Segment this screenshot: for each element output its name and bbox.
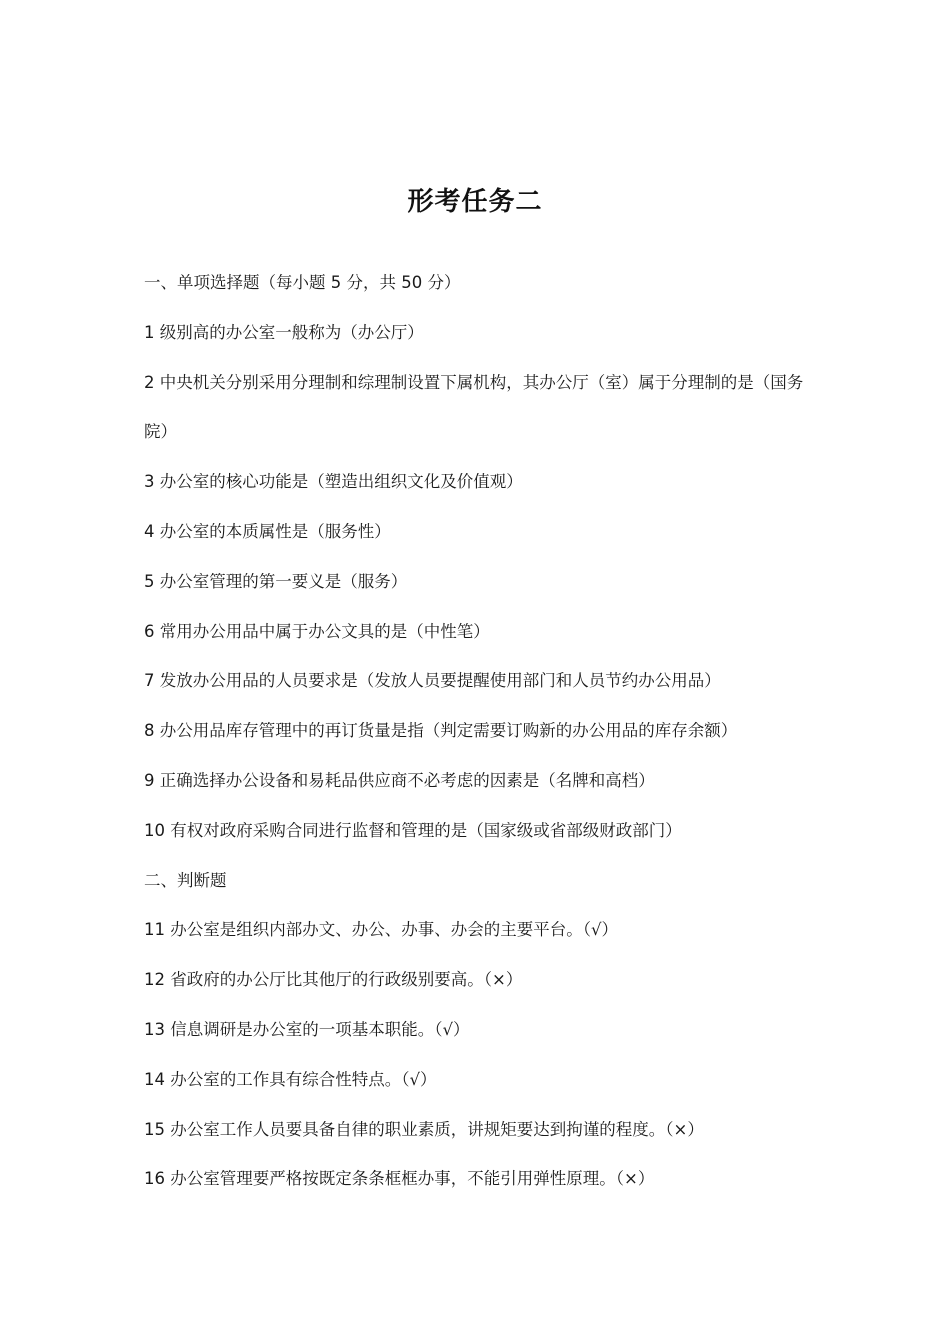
question-15: 15 办公室工作人员要具备自律的职业素质，讲规矩要达到拘谨的程度。（×）: [144, 1119, 704, 1139]
question-11: 11 办公室是组织内部办文、办公、办事、办会的主要平台。（√）: [144, 920, 619, 940]
question-4: 4 办公室的本质属性是（服务性）: [144, 521, 391, 541]
document-body: [144, 258, 824, 1204]
document-title: 形考任务二: [407, 187, 543, 217]
section-heading-true-false: 二、判断题: [144, 870, 227, 890]
question-3: 3 办公室的核心功能是（塑造出组织文化及价值观）: [144, 472, 523, 492]
question-1: 1 级别高的办公室一般称为（办公厅）: [144, 322, 424, 342]
question-12: 12 省政府的办公厅比其他厅的行政级别要高。（×）: [144, 970, 523, 990]
question-6: 6 常用办公用品中属于办公文具的是（中性笔）: [144, 621, 490, 641]
question-9: 9 正确选择办公设备和易耗品供应商不必考虑的因素是（名牌和高档）: [144, 770, 655, 790]
question-5: 5 办公室管理的第一要义是（服务）: [144, 571, 408, 591]
section-heading-single-choice: 一、单项选择题（每小题 5 分，共 50 分）: [144, 273, 461, 292]
question-7: 7 发放办公用品的人员要求是（发放人员要提醒使用部门和人员节约办公用品）: [144, 671, 721, 691]
question-16: 16 办公室管理要严格按既定条条框框办事，不能引用弹性原理。（×）: [144, 1169, 655, 1189]
question-13: 13 信息调研是办公室的一项基本职能。（√）: [144, 1019, 470, 1039]
question-10: 10 有权对政府采购合同进行监督和管理的是（国家级或省部级财政部门）: [144, 820, 682, 840]
question-8: 8 办公用品库存管理中的再订货量是指（判定需要订购新的办公用品的库存余额）: [144, 721, 738, 741]
question-2: 2 中央机关分别采用分理制和综理制设置下属机构，其办公厅（室）属于分理制的是（国务院）: [144, 372, 804, 442]
question-14: 14 办公室的工作具有综合性特点。（√）: [144, 1069, 437, 1089]
